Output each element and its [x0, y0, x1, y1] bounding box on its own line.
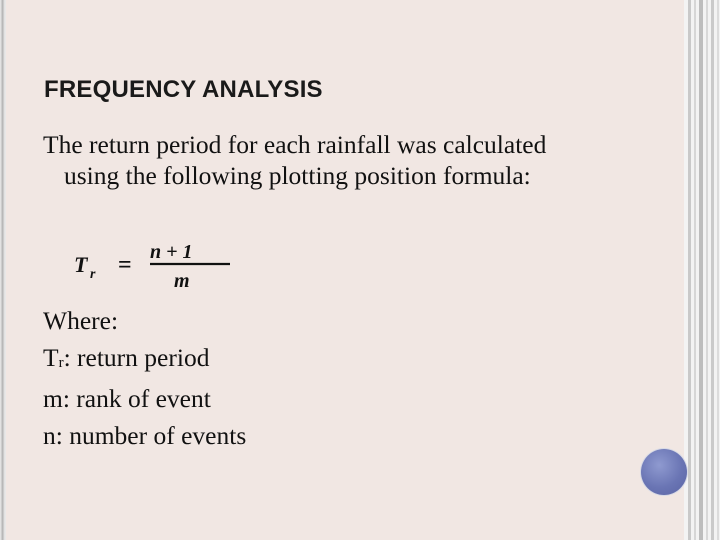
formula-numerator: n + 1: [150, 241, 193, 263]
slide-title: FREQUENCY ANALYSIS: [44, 76, 323, 103]
body-line-2: using the following plotting position formula:: [64, 161, 531, 190]
formula-lhs-sub: r: [90, 267, 96, 282]
formula-lhs: T: [74, 252, 88, 277]
body-line-1: The return period for each rainfall was calculated: [43, 130, 547, 159]
left-border-rule: [0, 0, 6, 540]
definitions-heading: Where:: [43, 306, 119, 335]
tr-symbol: T: [43, 342, 59, 372]
tr-subscript: r: [58, 354, 64, 371]
definition-n: n: number of events: [43, 420, 247, 450]
right-border-rules: [684, 0, 720, 540]
body-paragraph: [43, 129, 643, 191]
tr-definition-text: : return period: [63, 342, 210, 372]
decorative-circle: [641, 449, 687, 495]
definitions-list: [43, 303, 246, 454]
formula-denominator: m: [174, 270, 190, 292]
return-period-formula: [70, 232, 240, 294]
formula-equals: =: [118, 252, 132, 278]
definition-tr: [43, 340, 246, 382]
definition-m: m: rank of event: [43, 384, 211, 413]
